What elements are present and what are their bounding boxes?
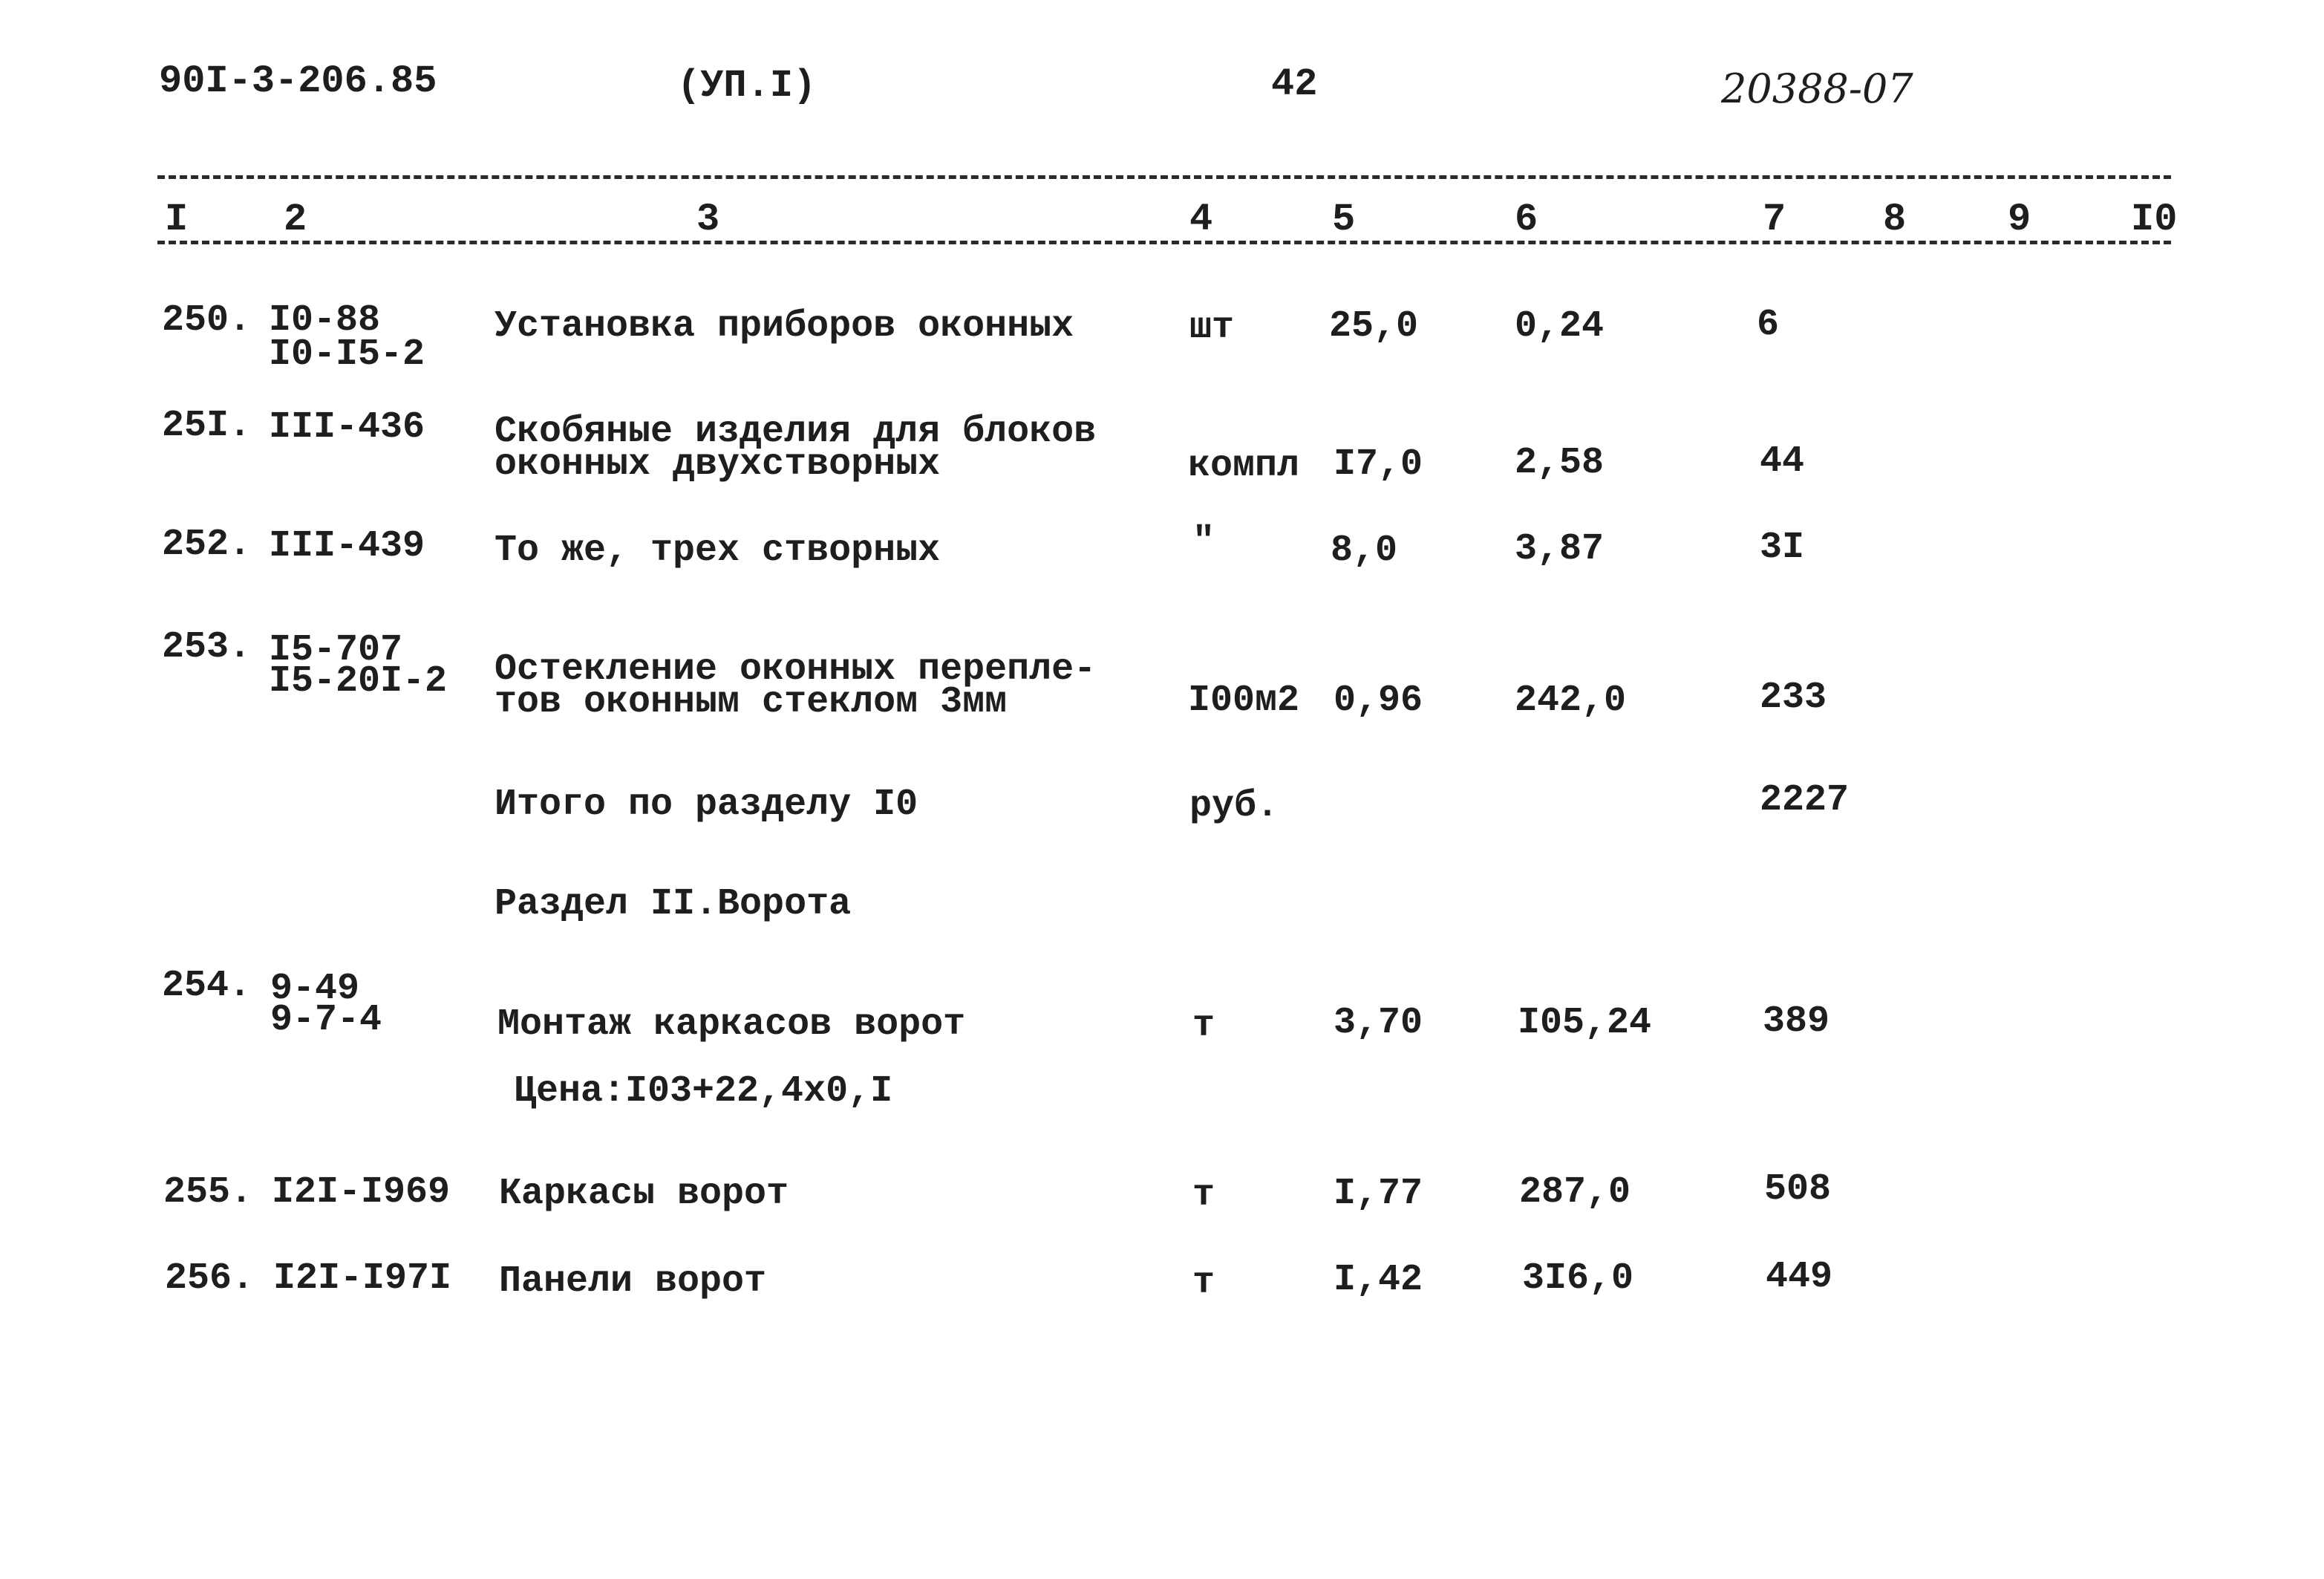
row-unit-price: 0,24	[1515, 305, 1605, 348]
row-quantity: I7,0	[1334, 443, 1423, 486]
column-number-8: 8	[1883, 198, 1907, 241]
column-header-rule	[157, 241, 2171, 244]
row-number: 252.	[162, 524, 252, 566]
column-number-2: 2	[284, 198, 307, 241]
column-number-7: 7	[1763, 198, 1786, 241]
row-unit: шт	[1189, 307, 1235, 349]
row-quantity: 3,70	[1334, 1002, 1423, 1044]
row-code: I2I-I969	[272, 1171, 451, 1214]
section-reference: (УП.I)	[677, 64, 817, 108]
table-top-rule	[157, 175, 2171, 179]
row-code: I5-20I-2	[269, 660, 448, 703]
row-code: I0-88	[269, 299, 381, 342]
row-number: 254.	[162, 965, 252, 1007]
row-unit-price: 2,58	[1515, 442, 1605, 484]
column-number-10: I0	[2131, 198, 2178, 241]
row-code: 9-7-4	[270, 999, 382, 1041]
page-number: 42	[1271, 62, 1318, 106]
row-quantity: 25,0	[1329, 305, 1419, 348]
column-number-3: 3	[696, 198, 720, 241]
section-title: Раздел II.Ворота	[494, 883, 852, 925]
row-name: Остекление оконных переплe-	[494, 648, 1097, 691]
row-total: 233	[1760, 677, 1827, 719]
row-code: III-436	[269, 406, 425, 449]
archive-stamp: 20388-07	[1721, 65, 1913, 112]
row-unit: "	[1192, 521, 1215, 563]
column-number-5: 5	[1332, 198, 1356, 241]
row-code: I5-707	[269, 629, 403, 671]
row-unit-price: 242,0	[1515, 680, 1627, 722]
row-code: I0-I5-2	[269, 333, 425, 376]
row-total: 449	[1766, 1256, 1833, 1298]
row-total: 389	[1763, 1000, 1830, 1043]
row-number: 256.	[165, 1257, 255, 1300]
row-number: 253.	[162, 626, 252, 668]
row-name: Каркасы ворот	[499, 1173, 789, 1215]
row-unit: I00м2	[1188, 680, 1300, 722]
row-number: 250.	[162, 299, 252, 342]
row-code: 9-49	[270, 968, 360, 1010]
row-code: III-439	[269, 525, 425, 567]
row-name: тов оконным стеклом 3мм	[494, 681, 1008, 723]
row-quantity: I,77	[1334, 1173, 1423, 1215]
row-number: 25I.	[162, 405, 252, 447]
subtotal-label: Итого по разделу I0	[494, 784, 918, 826]
column-number-1: I	[165, 198, 189, 241]
row-unit: т	[1192, 1262, 1215, 1304]
row-name: Установка приборов оконных	[494, 305, 1074, 348]
column-number-4: 4	[1189, 198, 1213, 241]
row-unit: т	[1192, 1174, 1215, 1217]
row-unit: т	[1192, 1005, 1215, 1047]
column-number-6: 6	[1515, 198, 1538, 241]
price-note: Цена:I03+22,4x0,I	[514, 1070, 893, 1113]
row-name: Монтаж каркасов ворот	[497, 1003, 966, 1046]
row-unit-price: 3I6,0	[1522, 1257, 1634, 1300]
row-name: Панели ворот	[499, 1260, 767, 1303]
row-code: I2I-I97I	[273, 1257, 452, 1300]
row-quantity: I,42	[1334, 1259, 1423, 1301]
subtotal-total: 2227	[1760, 779, 1850, 821]
subtotal-unit: руб.	[1189, 785, 1279, 827]
row-total: 44	[1760, 440, 1805, 483]
column-number-9: 9	[2008, 198, 2031, 241]
document-code: 90I-3-206.85	[159, 59, 437, 103]
row-unit-price: 287,0	[1519, 1171, 1631, 1214]
row-total: 3I	[1760, 527, 1805, 569]
row-total: 6	[1757, 304, 1780, 346]
row-total: 508	[1764, 1168, 1832, 1211]
row-quantity: 8,0	[1331, 530, 1398, 572]
row-unit: компл	[1188, 445, 1300, 487]
row-name: оконных двухстворных	[494, 443, 941, 486]
row-unit-price: 3,87	[1515, 528, 1605, 570]
row-name: То же, трех створных	[494, 530, 941, 572]
row-quantity: 0,96	[1334, 680, 1423, 722]
row-name: Скобяные изделия для блоков	[494, 411, 1097, 453]
row-number: 255.	[163, 1171, 253, 1214]
row-unit-price: I05,24	[1518, 1002, 1652, 1044]
